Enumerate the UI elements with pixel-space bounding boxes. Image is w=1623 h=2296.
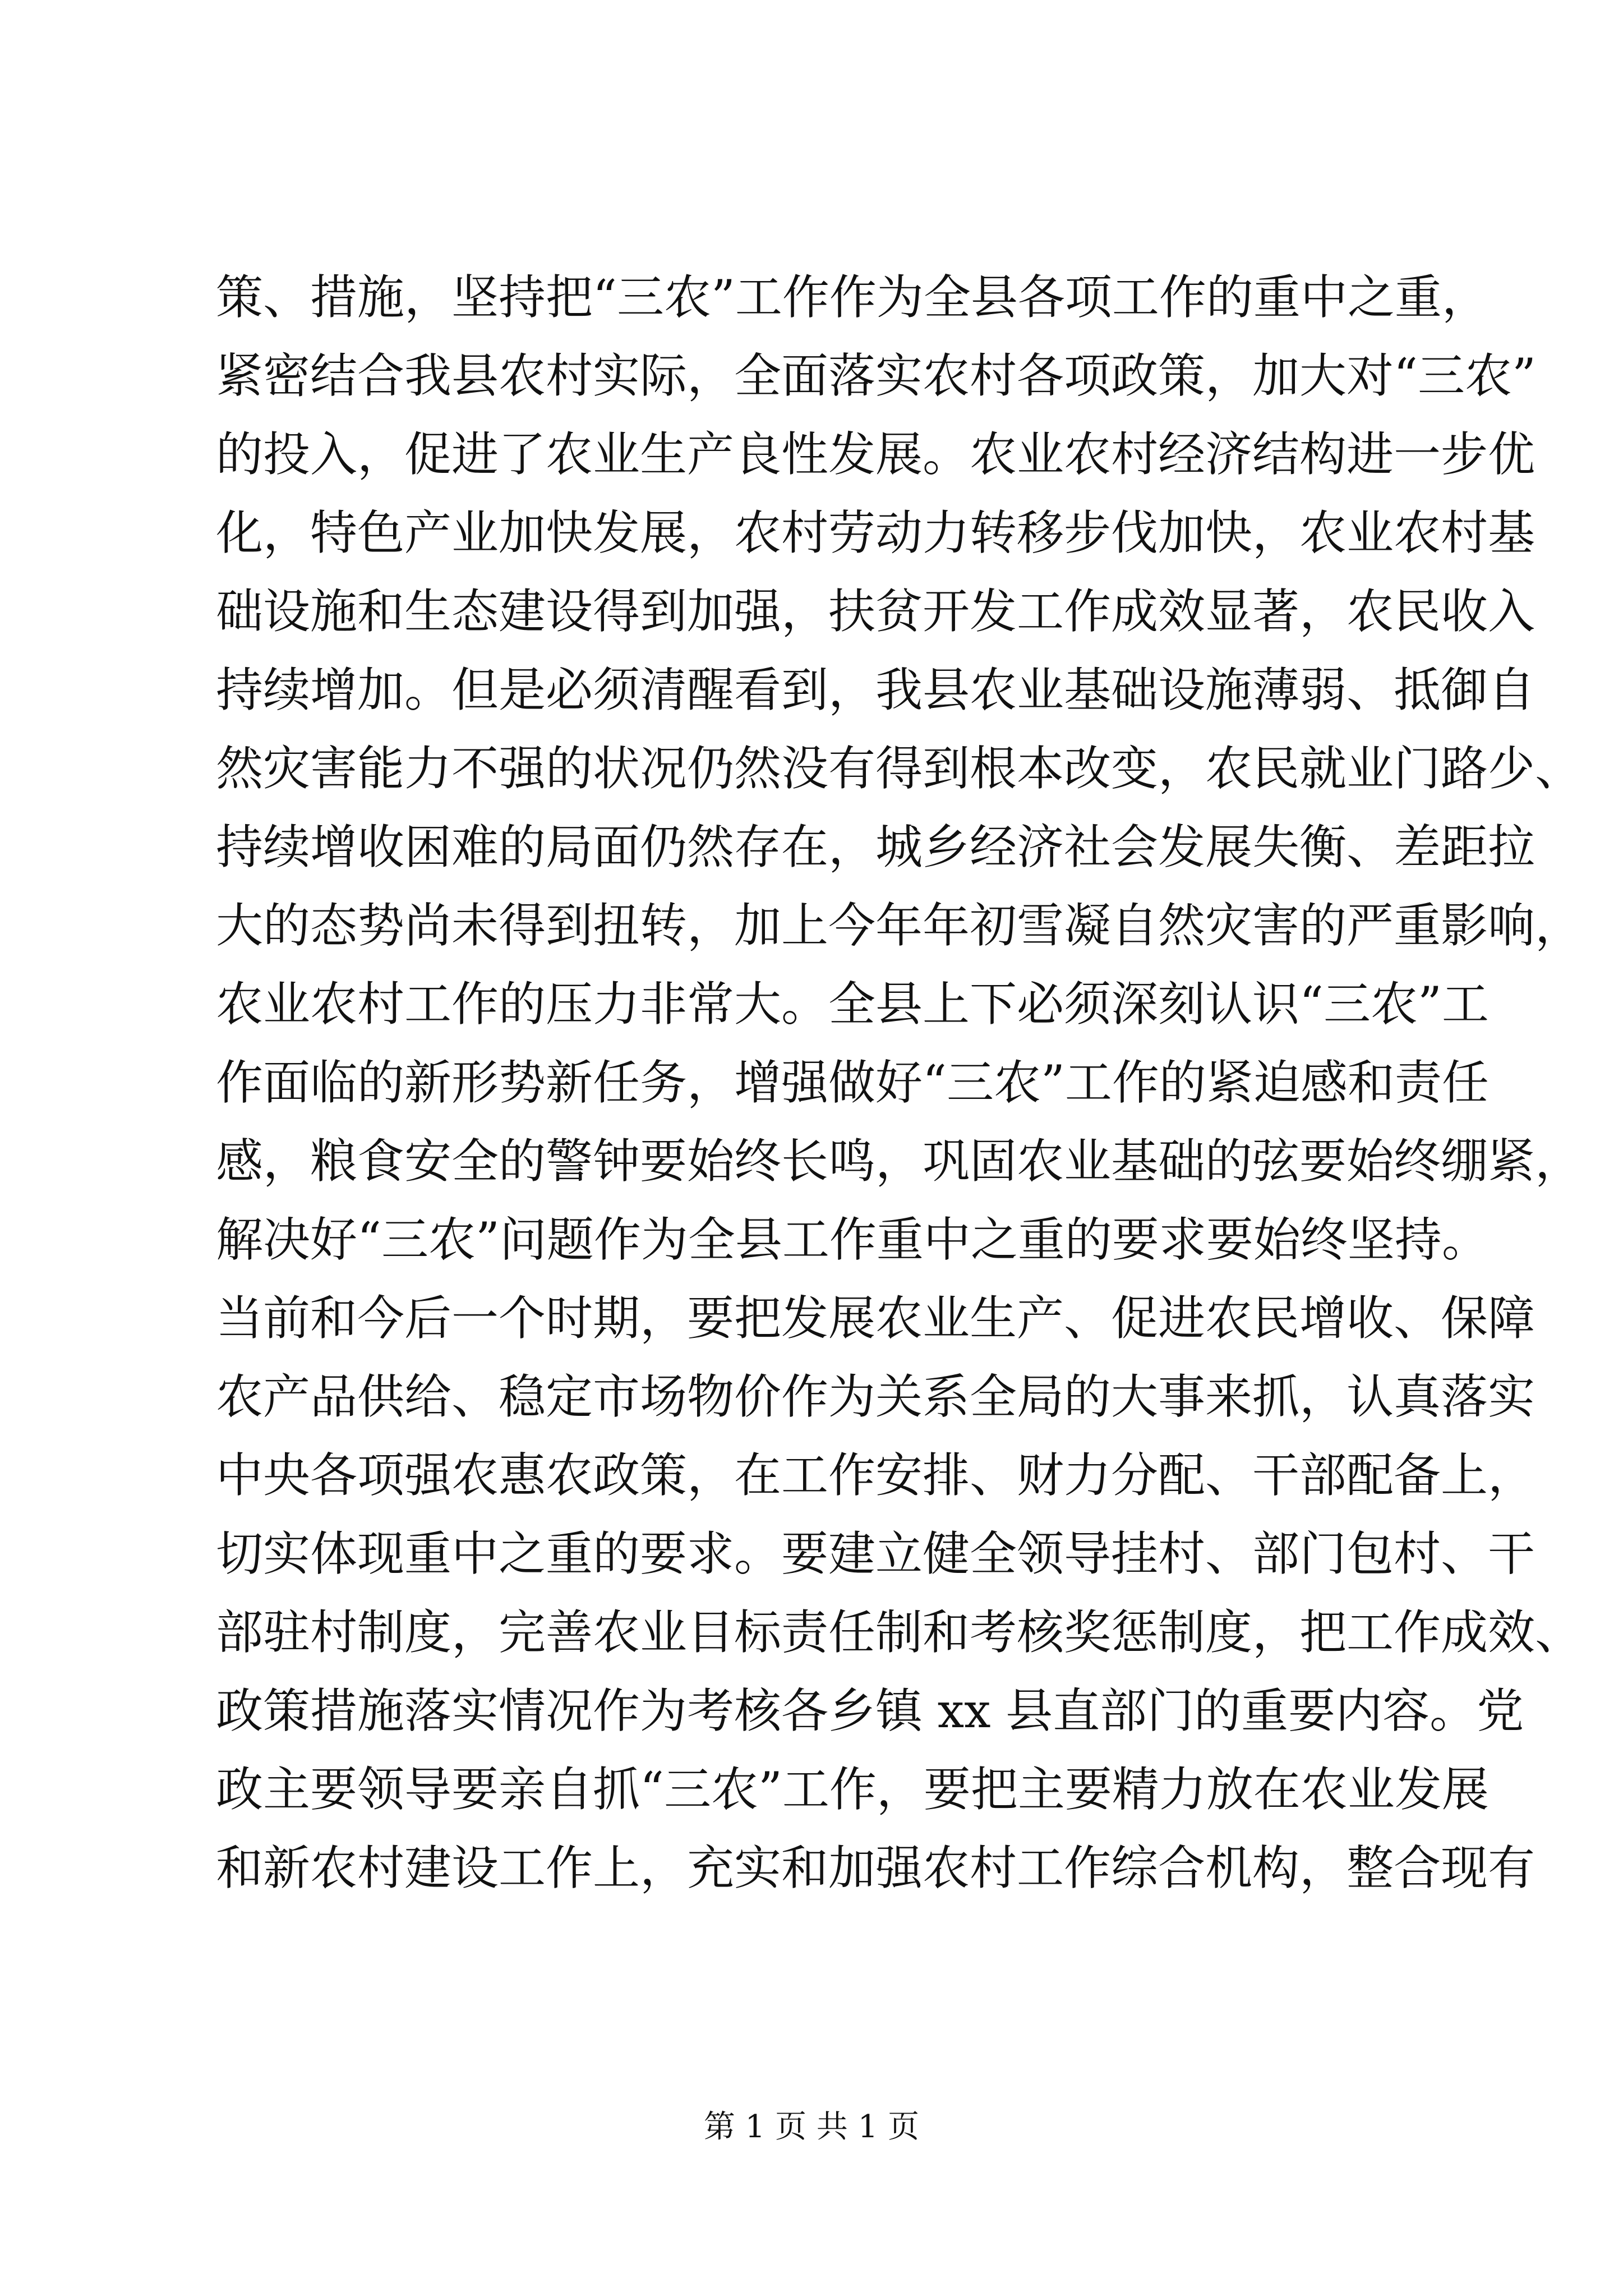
text-line-4: 化，特色产业加快发展，农村劳动力转移步伐加快，农业农村基 xyxy=(216,505,1536,560)
text-line-1: 策、措施，坚持把“三农”工作作为全县各项工作的重中之重， xyxy=(216,270,1489,325)
text-line-13: 解决好“三农”问题作为全县工作重中之重的要求要始终坚持。 xyxy=(216,1212,1489,1267)
text-line-9: 大的态势尚未得到扭转，加上今年年初雪凝自然灾害的严重影响， xyxy=(216,898,1583,953)
text-line-5: 础设施和生态建设得到加强，扶贫开发工作成效显著，农民收入 xyxy=(216,584,1536,639)
page-number-footer: 第 1 页 共 1 页 xyxy=(703,2109,920,2145)
text-line-12: 感，粮食安全的警钟要始终长鸣，巩固农业基础的弦要始终绷紧， xyxy=(216,1134,1583,1189)
text-line-11: 作面临的新形势新任务，增强做好“三农”工作的紧迫感和责任 xyxy=(216,1055,1489,1110)
text-line-18: 部驻村制度，完善农业目标责任制和考核奖惩制度，把工作成效、 xyxy=(216,1605,1583,1660)
text-line-17: 切实体现重中之重的要求。要建立健全领导挂村、部门包村、干 xyxy=(216,1526,1536,1581)
text-line-8: 持续增收困难的局面仍然存在，城乡经济社会发展失衡、差距拉 xyxy=(216,820,1536,875)
text-line-2: 紧密结合我县农村实际，全面落实农村各项政策，加大对“三农” xyxy=(216,348,1536,403)
text-line-6: 持续增加。但是必须清醒看到，我县农业基础设施薄弱、抵御自 xyxy=(216,662,1536,717)
text-line-16: 中央各项强农惠农政策，在工作安排、财力分配、干部配备上， xyxy=(216,1448,1536,1503)
text-line-3: 的投入，促进了农业生产良性发展。农业农村经济结构进一步优 xyxy=(216,427,1536,482)
body-text xyxy=(216,258,1583,1907)
text-line-7: 然灾害能力不强的状况仍然没有得到根本改变，农民就业门路少、 xyxy=(216,741,1583,796)
text-line-20: 政主要领导要亲自抓“三农”工作，要把主要精力放在农业发展 xyxy=(216,1762,1489,1817)
text-line-10: 农业农村工作的压力非常大。全县上下必须深刻认识“三农”工 xyxy=(216,977,1489,1032)
text-line-19: 政策措施落实情况作为考核各乡镇 xx 县直部门的重要内容。党 xyxy=(216,1683,1524,1738)
text-line-15: 农产品供给、稳定市场物价作为关系全局的大事来抓，认真落实 xyxy=(216,1369,1536,1424)
text-line-21: 和新农村建设工作上，充实和加强农村工作综合机构，整合现有 xyxy=(216,1841,1536,1895)
text-line-14: 当前和今后一个时期，要把发展农业生产、促进农民增收、保障 xyxy=(216,1291,1536,1346)
